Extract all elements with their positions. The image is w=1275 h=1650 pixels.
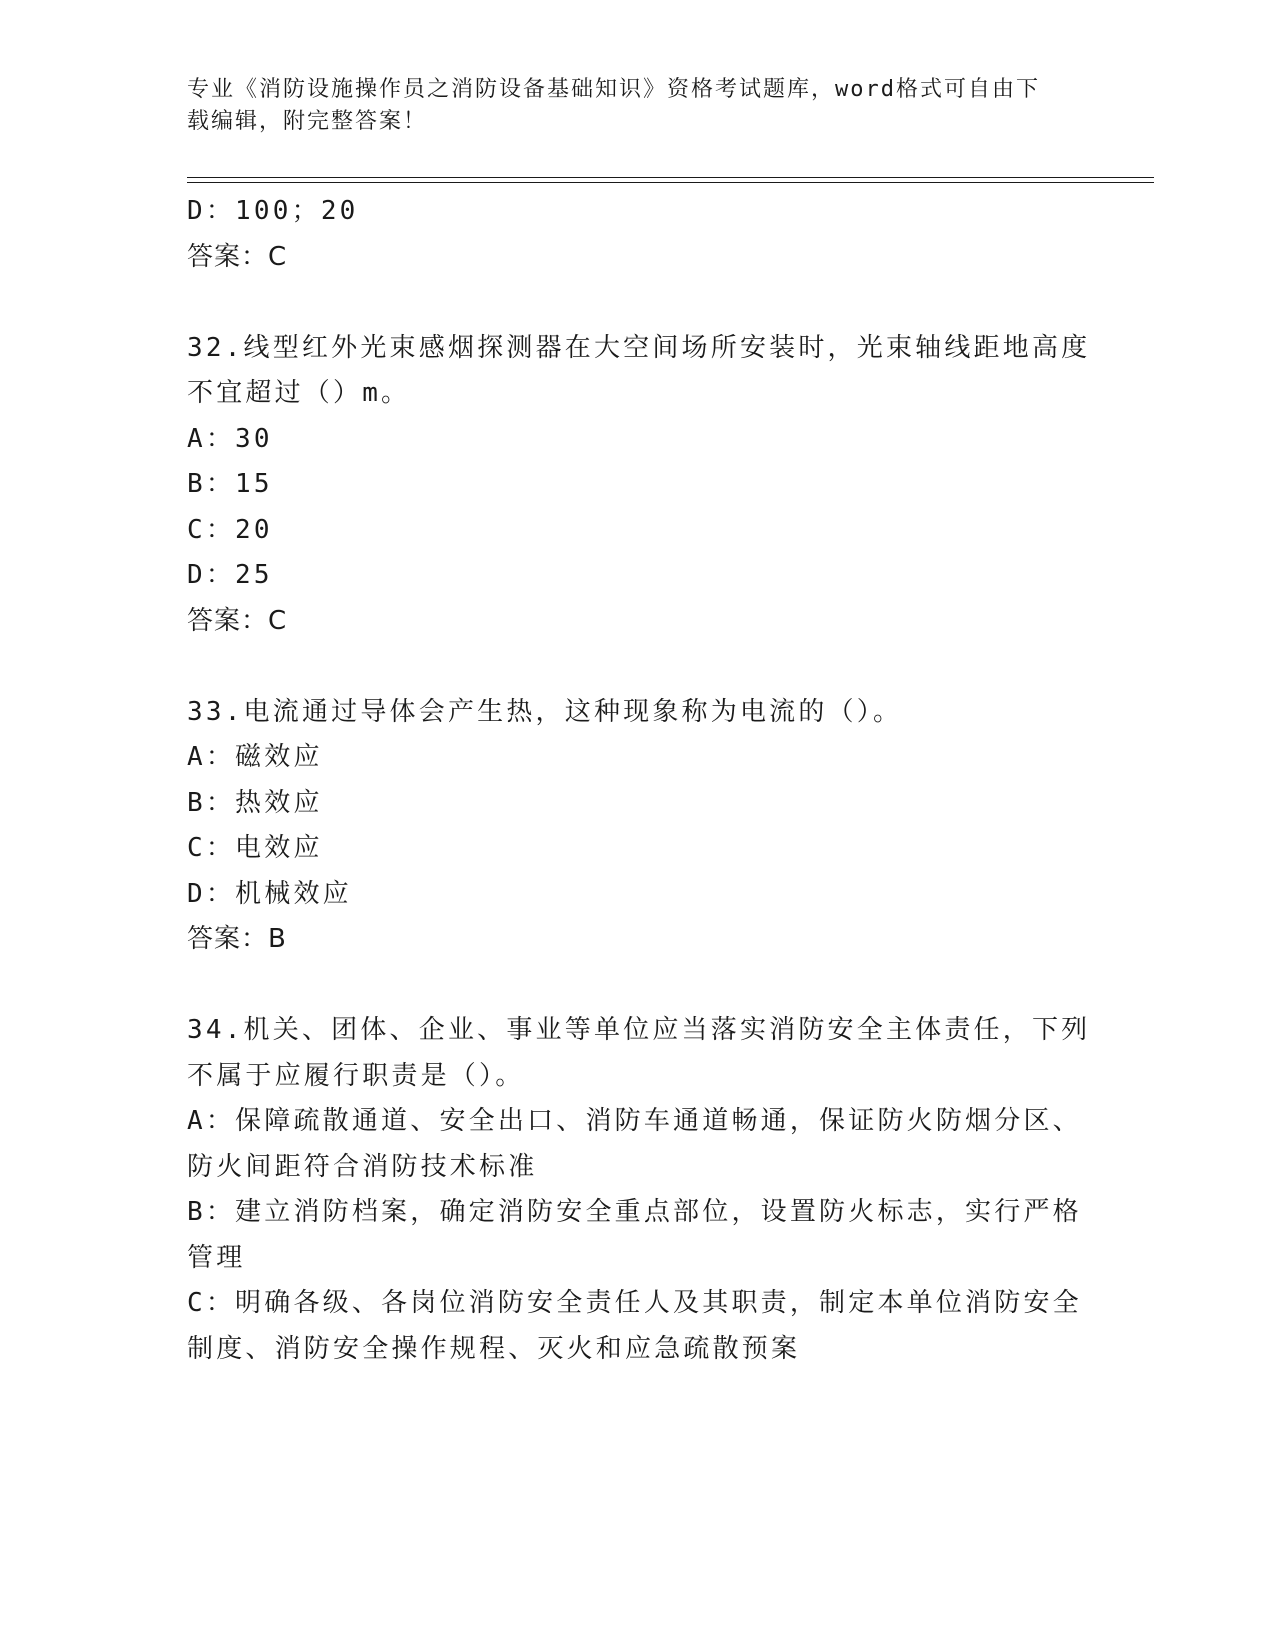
question-stem: 34.机关、团体、企业、事业等单位应当落实消防安全主体责任，下列 <box>187 1015 1091 1045</box>
option-d: D：机械效应 <box>187 878 352 909</box>
answer: 答案：C <box>187 605 288 636</box>
option-a-cont: 防火间距符合消防技术标准 <box>187 1151 538 1182</box>
option-b: B：15 <box>187 469 273 499</box>
document-header <box>187 74 1087 138</box>
header-divider-top <box>187 177 1154 178</box>
question-34 <box>187 1008 1091 1372</box>
question-stem-cont: 不宜超过（）m。 <box>187 378 411 408</box>
option-a: A：30 <box>187 423 273 454</box>
question-31-tail <box>187 189 1087 280</box>
spacer <box>187 963 1087 1009</box>
question-33 <box>187 690 1087 963</box>
option-a: A：磁效应 <box>187 742 323 772</box>
option-c: C：电效应 <box>187 833 323 863</box>
question-stem: 33.电流通过导体会产生热，这种现象称为电流的（）。 <box>187 696 903 727</box>
option-c: C：20 <box>187 514 273 545</box>
option-c-cont: 制度、消防安全操作规程、灭火和应急疏散预案 <box>187 1333 801 1364</box>
option-d: D：25 <box>187 560 273 590</box>
question-stem: 32.线型红外光束感烟探测器在大空间场所安装时，光束轴线距地高度 <box>187 332 1091 363</box>
question-32 <box>187 326 1091 645</box>
spacer <box>187 280 1087 326</box>
question-list <box>187 189 1091 1372</box>
header-divider-bottom <box>187 182 1154 183</box>
answer: 答案：B <box>187 924 287 954</box>
option-d: D：100；20 <box>187 196 359 226</box>
question-stem-cont: 不属于应履行职责是（）。 <box>187 1060 525 1091</box>
header-line-1: 专业《消防设施操作员之消防设备基础知识》资格考试题库，word格式可自由下 <box>187 77 1040 102</box>
option-c: C：明确各级、各岗位消防安全责任人及其职责，制定本单位消防安全 <box>187 1288 1082 1318</box>
option-b: B：建立消防档案，确定消防安全重点部位，设置防火标志，实行严格 <box>187 1197 1082 1227</box>
option-b: B：热效应 <box>187 787 323 818</box>
answer: 答案：C <box>187 241 288 272</box>
option-b-cont: 管理 <box>187 1242 246 1273</box>
spacer <box>187 644 1087 690</box>
header-line-2: 载编辑，附完整答案！ <box>187 109 428 134</box>
option-a: A：保障疏散通道、安全出口、消防车通道畅通，保证防火防烟分区、 <box>187 1106 1082 1136</box>
